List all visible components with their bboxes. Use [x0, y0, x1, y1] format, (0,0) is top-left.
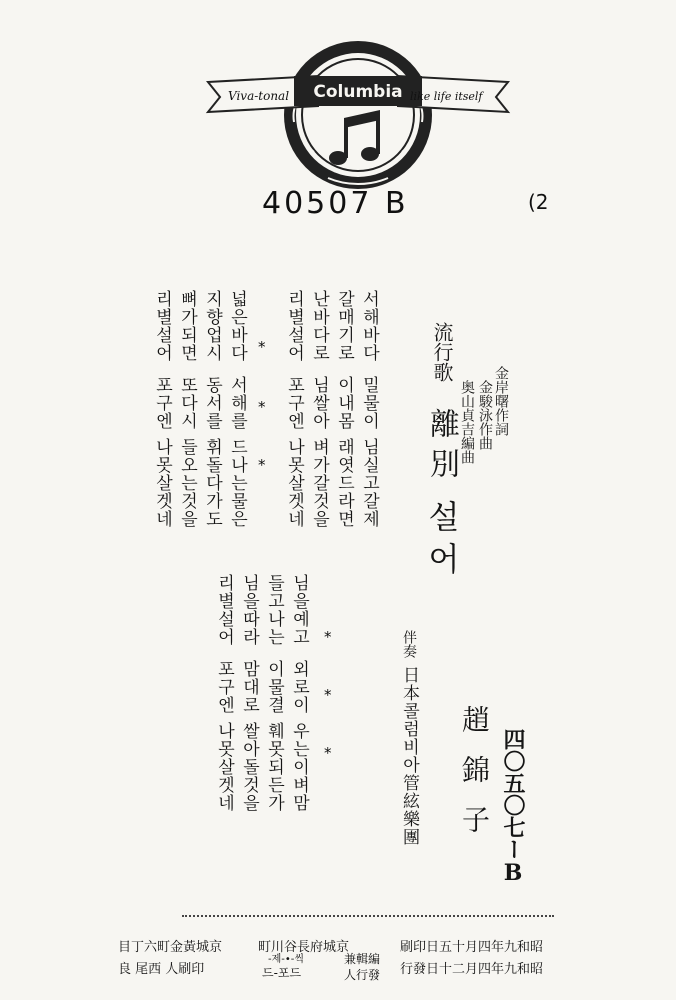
lyric-line: 포구엔 — [214, 660, 234, 714]
lyric-line: 나못살겟네 — [284, 438, 304, 528]
lyric-line: 리별설어 — [152, 290, 172, 362]
lyric-line: 외로이 — [289, 660, 309, 714]
lyricist: 金岸曙作詞 — [493, 366, 509, 436]
genre-label: 流行歌 — [430, 322, 454, 382]
logo-banner-left: Viva-tonal — [228, 89, 290, 103]
lyric-line: 넓은바다 — [227, 290, 247, 362]
section-marker: * — [258, 398, 266, 416]
lyric-line: 포구엔 — [284, 376, 304, 430]
footer-print-date: 昭和九年四月十五日印刷 — [400, 940, 544, 955]
footer-printer-name: 印刷人 西尾 良 — [118, 962, 205, 977]
lyric-line: 님실고갈제 — [359, 438, 379, 528]
lyric-line: 지향업시 — [202, 290, 222, 362]
side-number: (2 — [528, 190, 549, 214]
lyric-line: 갈매기로 — [334, 290, 354, 362]
lyric-line: 휘돌다가도 — [202, 438, 222, 528]
lyric-line: 이내몸 — [334, 376, 354, 430]
lyric-line: 동서를 — [202, 376, 222, 430]
logo-banner-right: like life itself — [410, 90, 483, 103]
arranger: 奥山貞吉編曲 — [459, 380, 475, 464]
section-marker: * — [258, 456, 266, 474]
lyric-line: 난바다로 — [309, 290, 329, 362]
lyric-line: 밀물이 — [359, 376, 379, 430]
section-marker: * — [324, 686, 332, 704]
lyric-line: 맘대로 — [239, 660, 259, 714]
lyric-line: 훼못되든가 — [264, 722, 284, 812]
lyric-line: 들고나는 — [264, 574, 284, 646]
lyric-line: 또다시 — [177, 376, 197, 430]
lyric-line: 벼가갈것을 — [309, 438, 329, 528]
title-hanja: 離別 — [424, 408, 459, 488]
footer-publisher-address: 京城府長谷川町 — [258, 940, 350, 955]
lyric-line: 드나는물은 — [227, 438, 247, 528]
columbia-logo — [198, 40, 518, 190]
lyric-line: 우는이벼맘 — [289, 722, 309, 812]
logo-brand: Columbia — [313, 82, 403, 102]
composer: 金駿泳作曲 — [477, 380, 493, 450]
footer-printer-address: 京城黃金町六丁目 — [118, 940, 223, 955]
artist-name: 趙錦子 — [458, 705, 491, 855]
catalog-hanja: 四〇五〇七ーB — [500, 728, 526, 886]
title-hangul: 설어 — [423, 500, 461, 584]
lyric-line: 리별설어 — [284, 290, 304, 362]
catalog-number: 40507 B — [262, 186, 409, 221]
footer-publisher-label: 發行人 — [344, 968, 381, 982]
section-marker: * — [258, 338, 266, 356]
lyric-line: 뼈가되면 — [177, 290, 197, 362]
lyric-line: 리별설어 — [214, 574, 234, 646]
footer-publisher-name: 드-포드 — [262, 966, 302, 980]
footer-publish-date: 昭和九年四月二十日發行 — [400, 962, 544, 977]
accompaniment-label: 伴奏 — [401, 630, 417, 658]
section-marker: * — [324, 628, 332, 646]
footer-publisher-extra: -제-•-씩 — [268, 954, 305, 965]
accompaniment: 日本콜럼비아管絃樂團 — [399, 666, 419, 846]
lyric-line: 님을따라 — [239, 574, 259, 646]
lyric-line: 포구엔 — [152, 376, 172, 430]
lyric-line: 나못살겟네 — [214, 722, 234, 812]
lyric-line: 들오는것을 — [177, 438, 197, 528]
lyric-line: 님쌀아 — [309, 376, 329, 430]
footer-divider — [182, 915, 554, 917]
lyric-line: 서해바다 — [359, 290, 379, 362]
footer-editor-label: 編輯兼 — [344, 952, 381, 966]
lyric-line: 서해를 — [227, 376, 247, 430]
lyric-line: 님을예고 — [289, 574, 309, 646]
section-marker: * — [324, 744, 332, 762]
lyric-line: 이물결 — [264, 660, 284, 714]
lyric-line: 쌀아돌것을 — [239, 722, 259, 812]
lyric-line: 래엿드라면 — [334, 438, 354, 528]
lyric-line: 나못살겟네 — [152, 438, 172, 528]
